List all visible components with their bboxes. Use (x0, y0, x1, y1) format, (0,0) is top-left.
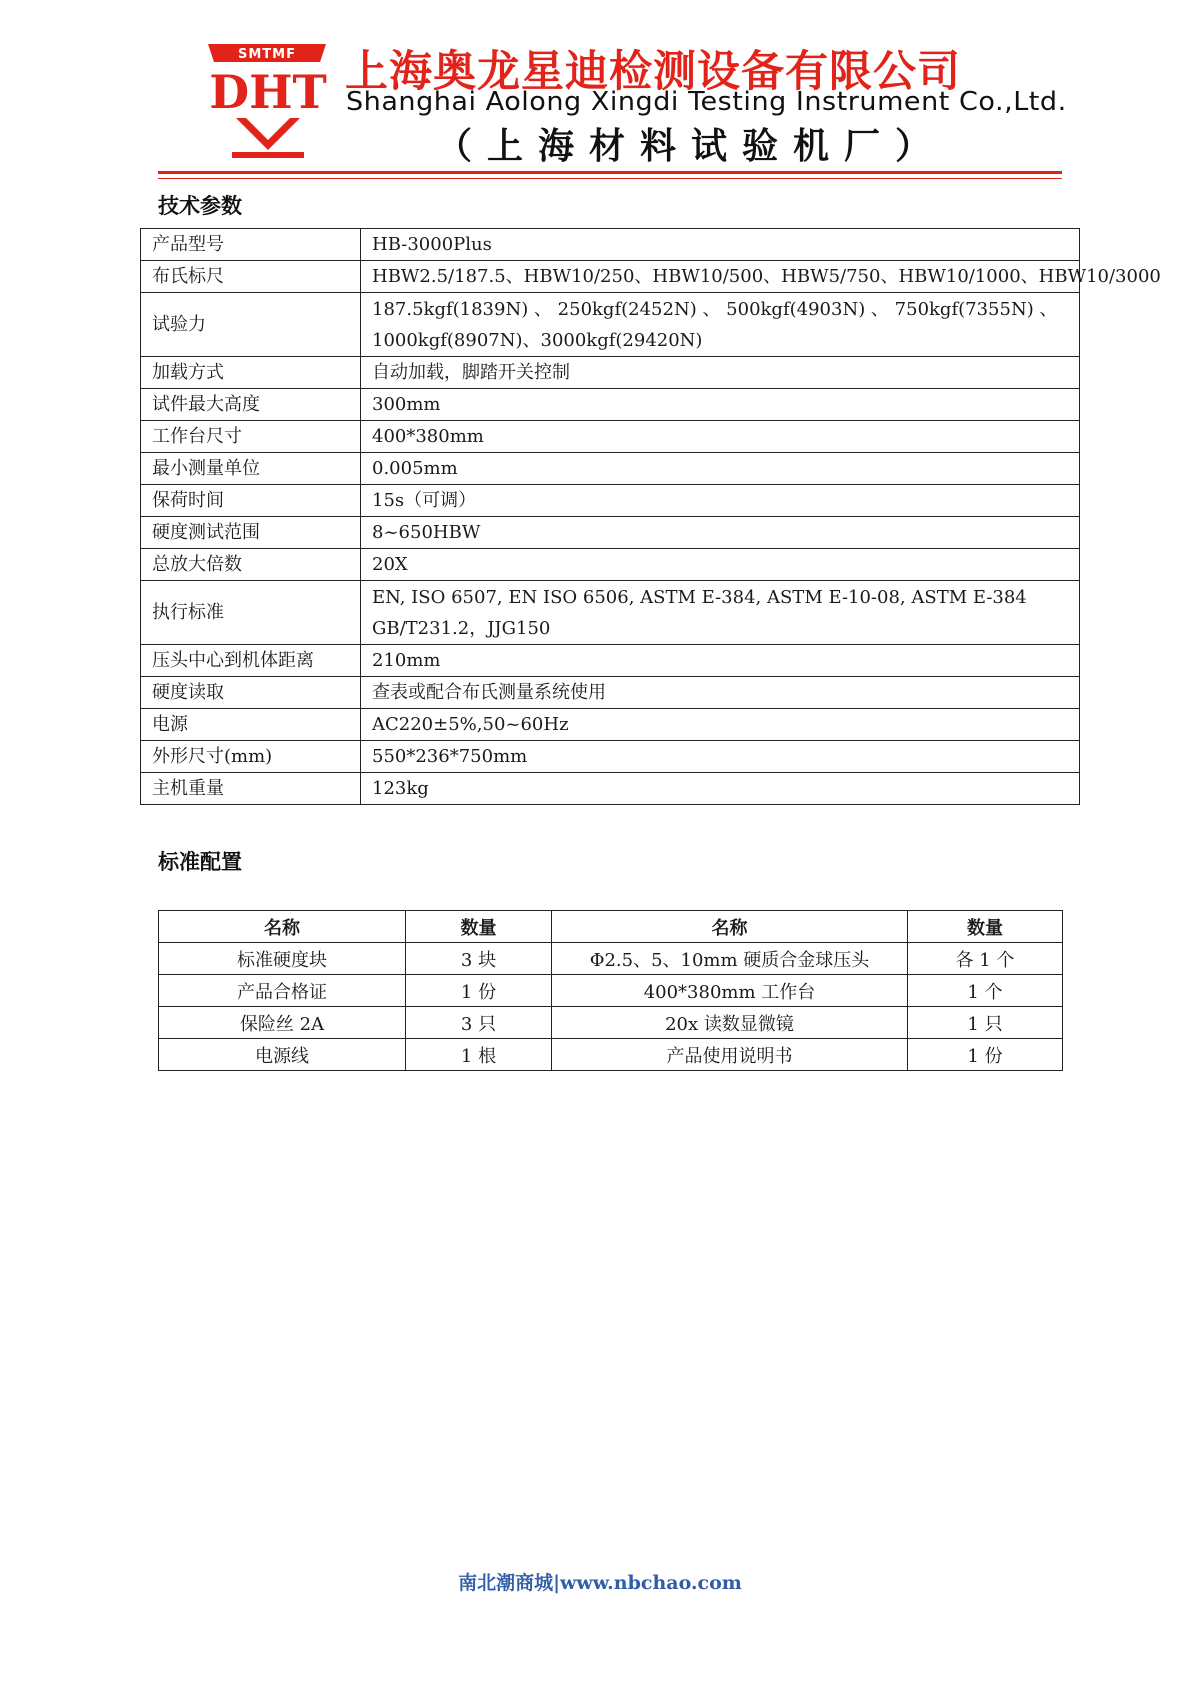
config-row (159, 943, 1063, 975)
spec-row (141, 709, 1080, 741)
config-item-name: 电源线 (159, 1039, 406, 1071)
spec-value-line: AC220±5%,50~60Hz (372, 714, 569, 735)
spec-label: 外形尺寸(mm) (141, 741, 361, 773)
spec-label: 布氏标尺 (141, 261, 361, 293)
spec-value (361, 485, 1080, 517)
spec-value (361, 773, 1080, 805)
spec-row (141, 357, 1080, 389)
config-row (159, 1007, 1063, 1039)
spec-row (141, 261, 1080, 293)
spec-label: 最小测量单位 (141, 453, 361, 485)
spec-value (361, 645, 1080, 677)
company-name-cn: 上海奥龙星迪检测设备有限公司 (345, 47, 961, 97)
spec-label: 保荷时间 (141, 485, 361, 517)
spec-label: 压头中心到机体距离 (141, 645, 361, 677)
config-row (159, 1039, 1063, 1071)
config-item-qty: 各 1 个 (908, 943, 1063, 975)
spec-value-line: GB/T231.2，JJG150 (372, 617, 551, 639)
spec-label: 执行标准 (141, 581, 361, 645)
spec-value (361, 293, 1080, 357)
config-header-name: 名称 (159, 911, 406, 943)
spec-label: 电源 (141, 709, 361, 741)
config-item-name: 20x 读数显微镜 (552, 1007, 908, 1039)
config-table (158, 910, 1063, 1071)
spec-row (141, 517, 1080, 549)
spec-label: 产品型号 (141, 229, 361, 261)
spec-label: 硬度测试范围 (141, 517, 361, 549)
config-header-qty: 数量 (406, 911, 552, 943)
config-item-name: 400*380mm 工作台 (552, 975, 908, 1007)
spec-value-line: 187.5kgf(1839N) 、 250kgf(2452N) 、 500kgf(4903N) 、 750kgf(7355N) 、 (372, 298, 1058, 320)
config-item-qty: 3 块 (406, 943, 552, 975)
spec-value-line: 550*236*750mm (372, 746, 528, 767)
footer-link[interactable]: 南北潮商城|www.nbchao.com (458, 1572, 742, 1594)
spec-label: 试验力 (141, 293, 361, 357)
company-logo (202, 42, 334, 164)
config-header-name: 名称 (552, 911, 908, 943)
spec-row (141, 677, 1080, 709)
spec-row (141, 485, 1080, 517)
logo-top-text: SMTMF (238, 47, 296, 62)
spec-row (141, 453, 1080, 485)
spec-value (361, 581, 1080, 645)
spec-row (141, 549, 1080, 581)
spec-value (361, 453, 1080, 485)
config-item-qty: 1 只 (908, 1007, 1063, 1039)
spec-value-line: 400*380mm (372, 426, 484, 447)
spec-value-line: 自动加载，脚踏开关控制 (372, 362, 570, 383)
spec-value-line: HBW2.5/187.5、HBW10/250、HBW10/500、HBW5/750、HBW10/1000、HBW10/3000 (372, 266, 1161, 287)
spec-value-line: 0.005mm (372, 458, 458, 479)
spec-row (141, 645, 1080, 677)
spec-value (361, 549, 1080, 581)
spec-value (361, 389, 1080, 421)
config-item-name: 产品合格证 (159, 975, 406, 1007)
logo-main-text: DHT (209, 65, 327, 119)
spec-label: 硬度读取 (141, 677, 361, 709)
config-item-name: 产品使用说明书 (552, 1039, 908, 1071)
spec-label: 主机重量 (141, 773, 361, 805)
spec-value (361, 261, 1161, 293)
company-name-en: Shanghai Aolong Xingdi Testing Instrument Co.,Ltd. (346, 87, 1067, 117)
spec-row (141, 293, 1080, 357)
header-rule-thick (158, 171, 1062, 174)
spec-value (361, 229, 1080, 261)
spec-value (361, 677, 1080, 709)
config-item-qty: 1 个 (908, 975, 1063, 1007)
spec-row (141, 229, 1080, 261)
spec-value-line: 300mm (372, 394, 441, 415)
spec-label: 总放大倍数 (141, 549, 361, 581)
spec-row (141, 581, 1080, 645)
spec-value (361, 741, 1080, 773)
spec-section-title: 技术参数 (158, 194, 242, 218)
spec-table (140, 228, 1161, 805)
config-header-qty: 数量 (908, 911, 1063, 943)
factory-name: （上海材料试验机厂） (436, 125, 947, 167)
spec-value (361, 517, 1080, 549)
spec-value-line: 8~650HBW (372, 522, 481, 543)
spec-value-line: 210mm (372, 650, 441, 671)
spec-row (141, 389, 1080, 421)
spec-value-line: HB-3000Plus (372, 234, 492, 255)
config-item-qty: 1 份 (908, 1039, 1063, 1071)
spec-value (361, 709, 1080, 741)
spec-row (141, 741, 1080, 773)
spec-value-line: 查表或配合布氏测量系统使用 (372, 682, 606, 703)
config-section-title: 标准配置 (158, 850, 242, 874)
config-row (159, 975, 1063, 1007)
config-item-qty: 3 只 (406, 1007, 552, 1039)
header-rule-thin (158, 178, 1062, 179)
spec-value (361, 357, 1080, 389)
config-item-name: 标准硬度块 (159, 943, 406, 975)
spec-row (141, 773, 1080, 805)
config-item-name: 保险丝 2A (159, 1007, 406, 1039)
spec-value-line: 1000kgf(8907N)、3000kgf(29420N) (372, 329, 703, 351)
config-item-qty: 1 份 (406, 975, 552, 1007)
config-item-qty: 1 根 (406, 1039, 552, 1071)
spec-label: 加载方式 (141, 357, 361, 389)
spec-value-line: 15s（可调） (372, 490, 477, 511)
spec-value-line: 123kg (372, 778, 429, 799)
spec-value-line: 20X (372, 554, 408, 575)
spec-row (141, 421, 1080, 453)
config-header-row (159, 911, 1063, 943)
spec-label: 试件最大高度 (141, 389, 361, 421)
spec-label: 工作台尺寸 (141, 421, 361, 453)
spec-value (361, 421, 1080, 453)
spec-value-line: EN, ISO 6507, EN ISO 6506, ASTM E-384, ASTM E-10-08, ASTM E-384 (372, 586, 1027, 608)
config-item-name: Φ2.5、5、10mm 硬质合金球压头 (552, 943, 908, 975)
